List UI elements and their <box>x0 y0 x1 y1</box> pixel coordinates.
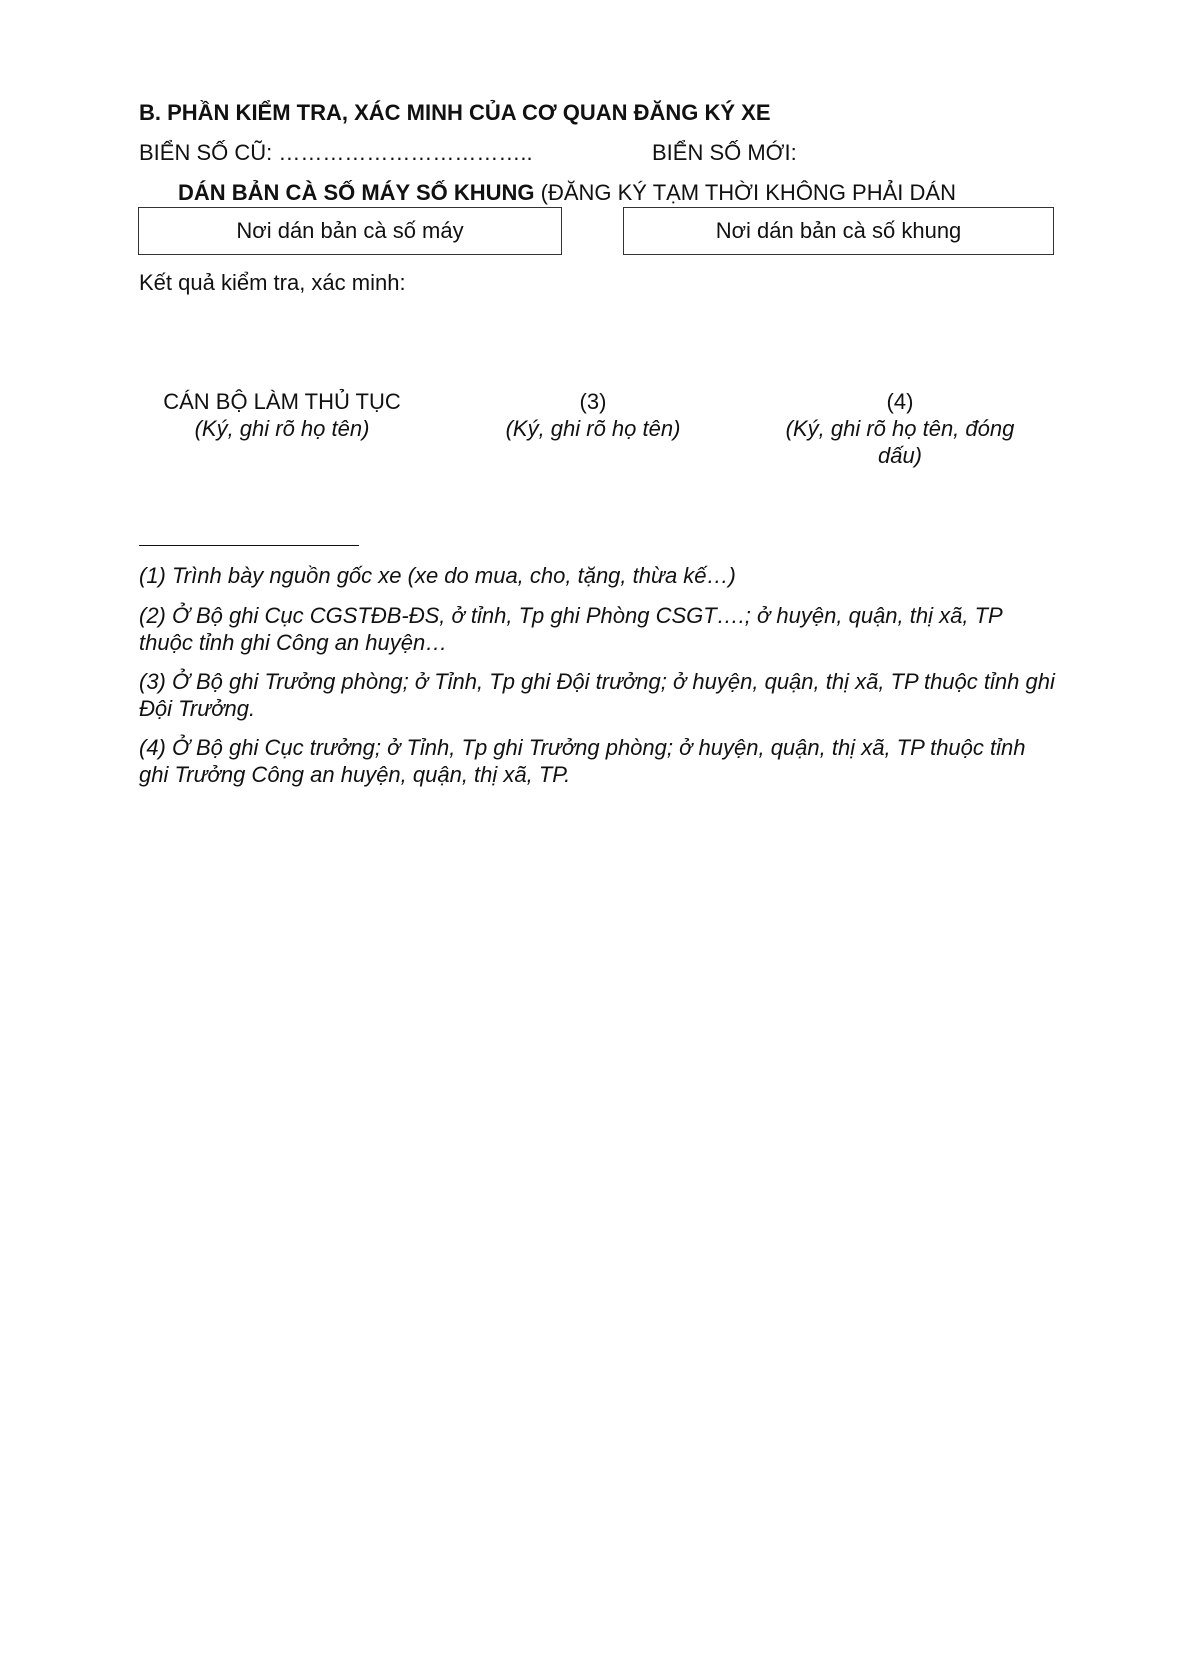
footnote-2: (2) Ở Bộ ghi Cục CGSTĐB-ĐS, ở tỉnh, Tp ghi Phòng CSGT….; ở huyện, quận, thị xã, TP thuộc tỉnh ghi Công an huyện… <box>139 603 1002 655</box>
signature-block-4 <box>770 388 1030 469</box>
footnote-1: (1) Trình bày nguồn gốc xe (xe do mua, cho, tặng, thừa kế…) <box>139 563 736 588</box>
frame-number-box-label: Nơi dán bản cà số khung <box>715 218 962 243</box>
stick-instruction-bold: DÁN BẢN CÀ SỐ MÁY SỐ KHUNG <box>178 180 535 205</box>
stick-instruction <box>178 180 956 206</box>
frame-number-box <box>623 207 1054 255</box>
signature-block-officer <box>140 388 424 442</box>
old-plate-label: BIỂN SỐ CŨ: …………………………….. <box>139 140 533 165</box>
verification-result-label: Kết quả kiểm tra, xác minh: <box>139 270 406 295</box>
signature-role: (4) <box>886 389 914 414</box>
footnote-3: (3) Ở Bộ ghi Trưởng phòng; ở Tỉnh, Tp ghi Đội trưởng; ở huyện, quận, thị xã, TP thuộc tỉnh ghi Đội Trưởng. <box>139 669 1055 721</box>
new-plate-label: BIỂN SỐ MỚI: <box>652 140 797 165</box>
section-title: B. PHẦN KIỂM TRA, XÁC MINH CỦA CƠ QUAN ĐĂNG KÝ XE <box>139 100 771 125</box>
signature-note: (Ký, ghi rõ họ tên, đóng dấu) <box>785 416 1015 468</box>
signature-role: CÁN BỘ LÀM THỦ TỤC <box>163 389 401 414</box>
engine-number-box-label: Nơi dán bản cà số máy <box>236 218 464 243</box>
signature-note: (Ký, ghi rõ họ tên) <box>505 416 681 441</box>
footnote-divider <box>139 545 359 546</box>
footnote-4: (4) Ở Bộ ghi Cục trưởng; ở Tỉnh, Tp ghi Trưởng phòng; ở huyện, quận, thị xã, TP thuộc tỉnh ghi Trưởng Công an huyện, quận, thị xã, TP. <box>139 735 1026 787</box>
stick-instruction-normal: (ĐĂNG KÝ TẠM THỜI KHÔNG PHẢI DÁN <box>534 180 956 205</box>
engine-number-box <box>138 207 562 255</box>
signature-role: (3) <box>579 389 607 414</box>
signature-note: (Ký, ghi rõ họ tên) <box>194 416 370 441</box>
signature-block-3 <box>478 388 708 442</box>
